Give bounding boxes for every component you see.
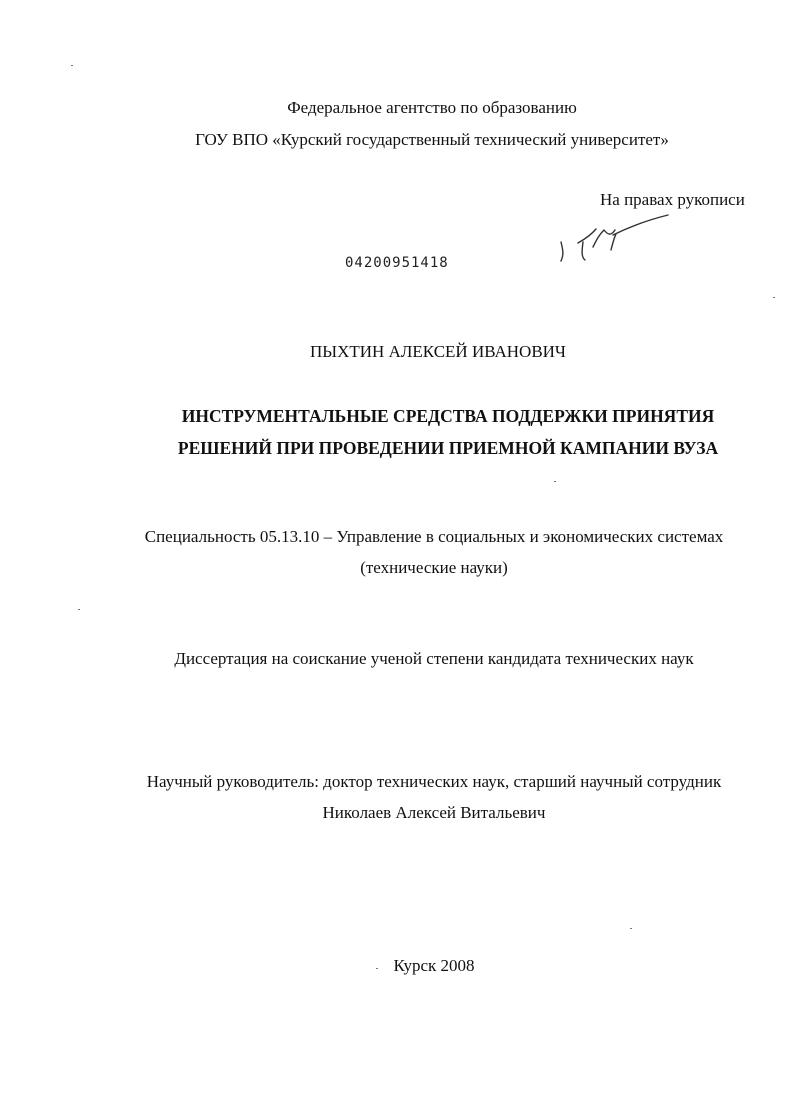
science-branch: (технические науки) <box>360 558 508 577</box>
author-name: ПЫХТИН АЛЕКСЕЙ ИВАНОВИЧ <box>310 342 566 361</box>
scan-speck <box>376 968 378 969</box>
manuscript-note: На правах рукописи <box>600 190 745 209</box>
scan-speck <box>71 65 73 66</box>
dissertation-degree: Диссертация на соискание ученой степени кандидата технических наук <box>174 649 694 668</box>
dissertation-title-line-2: РЕШЕНИЙ ПРИ ПРОВЕДЕНИИ ПРИЕМНОЙ КАМПАНИИ ВУЗА <box>177 438 719 458</box>
speciality-line: Специальность 05.13.10 – Управление в социальных и экономических системах <box>144 527 724 546</box>
city-year: Курск 2008 <box>393 956 475 975</box>
archive-number: 04200951418 <box>345 255 449 271</box>
scan-speck <box>773 297 775 298</box>
scan-speck <box>554 481 556 482</box>
scan-speck <box>78 609 80 610</box>
university-name: ГОУ ВПО «Курский государственный технический университет» <box>195 130 669 149</box>
supervisor-role: Научный руководитель: доктор технических наук, старший научный сотрудник <box>146 772 722 791</box>
agency-name: Федеральное агентство по образованию <box>287 98 577 117</box>
scan-speck <box>630 928 632 929</box>
handwritten-signature <box>553 205 673 270</box>
supervisor-name: Николаев Алексей Витальевич <box>322 803 546 822</box>
dissertation-title-line-1: ИНСТРУМЕНТАЛЬНЫЕ СРЕДСТВА ПОДДЕРЖКИ ПРИНЯТИЯ <box>181 406 715 426</box>
